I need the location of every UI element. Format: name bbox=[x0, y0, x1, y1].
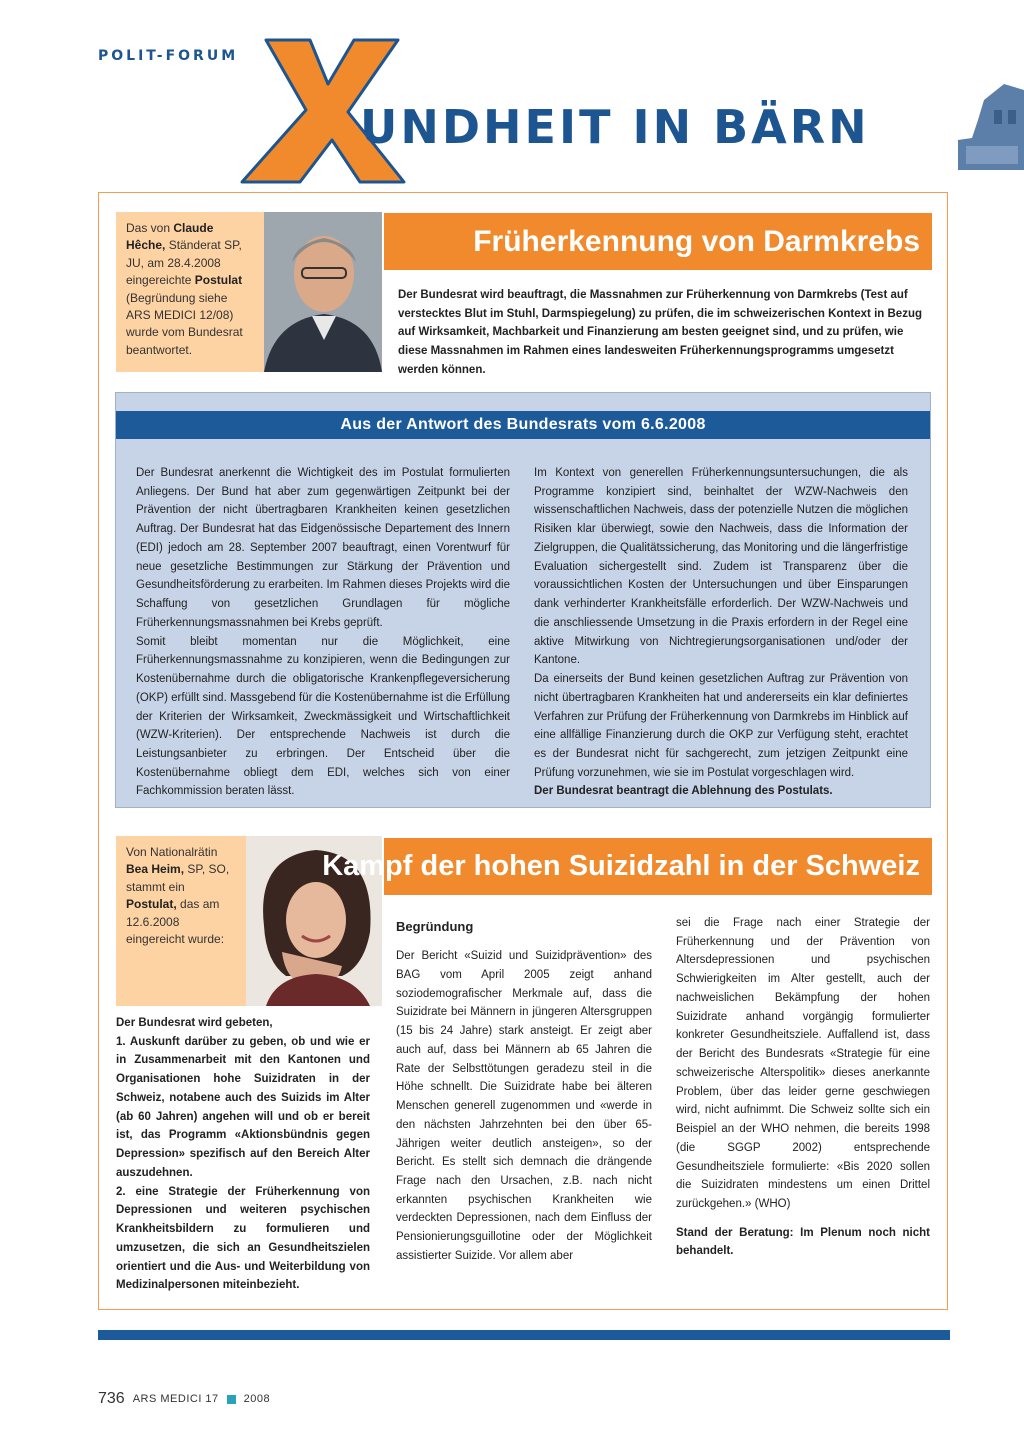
author-note-2: Von Nationalrätin Bea Heim, SP, SO, stammt ein Postulat, das am 12.6.2008 eingereicht wurde: bbox=[116, 836, 246, 1006]
answer-heading: Aus der Antwort des Bundesrats vom 6.6.2008 bbox=[116, 411, 930, 439]
author-photo-hache bbox=[264, 212, 382, 372]
answer-column-left: Der Bundesrat anerkennt die Wichtigkeit des im Postulat formulierten Anliegens. Der Bund hat aber zum gegenwärtigen Zeitpunkt bei der Prävention der nicht übertragbaren Krankheiten keinen gesetzlichen Auftrag. Der Bundesrat hat das Eidgenössische Departement des Innern (EDI) jedoch am 28. September 2007 beauftragt, einen Vorentwurf für neue gesetzliche Bestimmungen zur Stärkung der Prävention und Gesundheitsförderung zu erarbeiten. Im Rahmen dieses Projekts wird die Schaffung von gesetzlichen Grundlagen für mögliche Früherkennungsmassnahmen bei Krebs geprüft. Somit bleibt momentan nur die Möglichkeit, eine Früherkennungsmassnahme zu konzipieren, wenn die Bedingungen zur Kostenübernahme durch die obligatorische Krankenpflegeversicherung (OKP) erfüllt sind. Massgebend für die Kostenübernahme ist die Erfüllung der Kriterien der Wirksamkeit, Zweckmässigkeit und Wirtschaftlichkeit (WZW-Kriterien). Der entsprechende Nachweis ist durch die Leistungsanbieter zu erbringen. Der Entscheid über die Kostenübernahme obliegt dem EDI, welches sich von einer Fachkommission beraten lässt. bbox=[136, 467, 510, 798]
reason-column-right: sei die Frage nach einer Strategie der Früherkennung und der Prävention von Altersdepressionen und psychischen Schwierigkeiten im Alter gestellt, auch der nachweislichen Bekämpfung der hohen Suizidrate anhand vorgängig formulierter konkreter Gesundheitsziele. Auffallend ist, dass der Bericht des Bundesrats «Strategie für eine schweizerische Alterspolitik» dieses anerkannte Problem, über das leider gerne geschwiegen wird, nicht aufnimmt. Die Schweiz sollte sich ein Beispiel an der WHO nehmen, die bereits 1998 (die SGGP 2002) entsprechende Gesundheitsziele formulierte: «Bis 2020 sollen die Suizidraten mindestens um einen Drittel zurückgehen.» (WHO) Stand der Beratung: Im Plenum noch nicht behandelt. bbox=[676, 914, 930, 1261]
bottom-divider bbox=[98, 1330, 950, 1340]
reason-heading: Begründung bbox=[396, 919, 474, 934]
portrait-icon bbox=[264, 212, 382, 372]
page-number: 736 bbox=[98, 1390, 125, 1407]
page-footer bbox=[98, 1390, 270, 1408]
answer-conclusion: Der Bundesrat beantragt die Ablehnung des Postulats. bbox=[534, 785, 833, 798]
postulat-text-1: Der Bundesrat wird beauftragt, die Massnahmen zur Früherkennung von Darmkrebs (Test auf verstecktes Blut im Stuhl, Darmspiegelung) zu prüfen, die im schweizerischen Kontext in Bezug auf Wirksamkeit, Machbarkeit und Finanzierung am besten geeignet sind, und zu prüfen, wie diese Massnahmen im Rahmen eines landesweiten Früherkennungsprogramms umgesetzt werden können. bbox=[398, 289, 922, 376]
reason-column-mid: Begründung Der Bericht «Suizid und Suizidprävention» des BAG vom April 2005 zeigt anhand soziodemografischer Merkmale auf, dass die Suizidrate bei Männern in jüngeren Altersgruppen (15 bis 24 Jahre) stark ansteigt. Er zeigt aber auch auf, dass bei Männern ab 65 Jahren die Rate der Selbsttötungen geradezu steil in die Höhe schnellt. Die Suizidrate habe bei älteren Menschen generell zugenommen und «werde in den nächsten Jahrzehnten bei den über 65-Jährigen weiter deutlich ansteigen», so der Bericht. Es stellt sich demnach die drängende Frage nach den Ursachen, z.B. nach nicht erkannten psychischen Krankheiten wie verdeckten Depressionen, nach dem Einfluss der Pensionierungsguillotine oder der Möglichkeit assistierter Suizide. Vor allem aber bbox=[396, 916, 652, 1266]
answer-column-right: Im Kontext von generellen Früherkennungsuntersuchungen, die als Programme konzipiert sind, beinhaltet der WZW-Nachweis den wissenschaftlichen Nachweis, dass der potenzielle Nutzen die möglichen Risiken klar überwiegt, sowie den Nachweis, dass die Information der Zielgruppen, die Qualitätssicherung, das Monitoring und die längerfristige Evaluation sichergestellt sind. Zudem ist Transparenz über die voraussichtlichen Kosten der Untersuchungen und über Einsparungen dank verhinderter Krankheitsfälle erforderlich. Der WZW-Nachweis und die anschliessende Umsetzung in die Praxis erfordern in der Regel eine aktive Mitwirkung von Nichtregierungsorganisationen und/oder der Kantone. Da einerseits der Bund keinen gesetzlichen Auftrag zur Prävention von nicht übertragbaren Krankheiten hat und andererseits ein klar definiertes Verfahren zur Prüfung der Früherkennung von Darmkrebs im Hinblick auf eine allfällige Finanzierung durch die OKP zur Verfügung steht, erachtet es der Bundesrat nicht für sachgerecht, zum jetzigen Zeitpunkt eine Prüfung vorzunehmen, wie sie im Postulat vorgeschlagen wird. Der Bundesrat beantragt die Ablehnung des Postulats. bbox=[534, 464, 908, 801]
parliament-building-icon bbox=[954, 80, 1024, 170]
section-kicker: POLIT-FORUM bbox=[98, 48, 239, 64]
article-title-2: Kampf der hohen Suizidzahl in der Schweiz bbox=[384, 838, 932, 895]
author-note-1: Das von Claude Hêche, Ständerat SP, JU, am 28.4.2008 eingereichte Postulat (Begründung siehe ARS MEDICI 12/08) wurde vom Bundesrat beantwortet. bbox=[116, 212, 264, 372]
status-note: Stand der Beratung: Im Plenum noch nicht behandelt. bbox=[676, 1226, 930, 1258]
magazine-name: ARS MEDICI 17 bbox=[132, 1393, 219, 1405]
issue-year: 2008 bbox=[243, 1393, 271, 1405]
postulat-request-2: Der Bundesrat wird gebeten, 1. Auskunft darüber zu geben, ob und wie er in Zusammenarbeit mit den Kantonen und Organisationen hohe Suizidraten in der Schweiz, notabene auch des Suizids im Alter (ab 60 Jahren) angehen will und ob er bereit ist, das Programm «Aktionsbündnis gegen Depression» spezifisch auf den Bereich Alter auszudehnen. 2. eine Strategie der Früherkennung von Depressionen und weiteren psychischen Krankheitsbildern zu formulieren und umzusetzen, die sich an Gesundheitszielen orientiert und die Aus- und Weiterbildung von Medizinalpersonen miteinbezieht. bbox=[116, 1017, 370, 1292]
square-bullet-icon bbox=[227, 1395, 236, 1404]
page-title: UNDHEIT IN BÄRN bbox=[360, 100, 870, 154]
article-title-1: Früherkennung von Darmkrebs bbox=[384, 213, 932, 270]
